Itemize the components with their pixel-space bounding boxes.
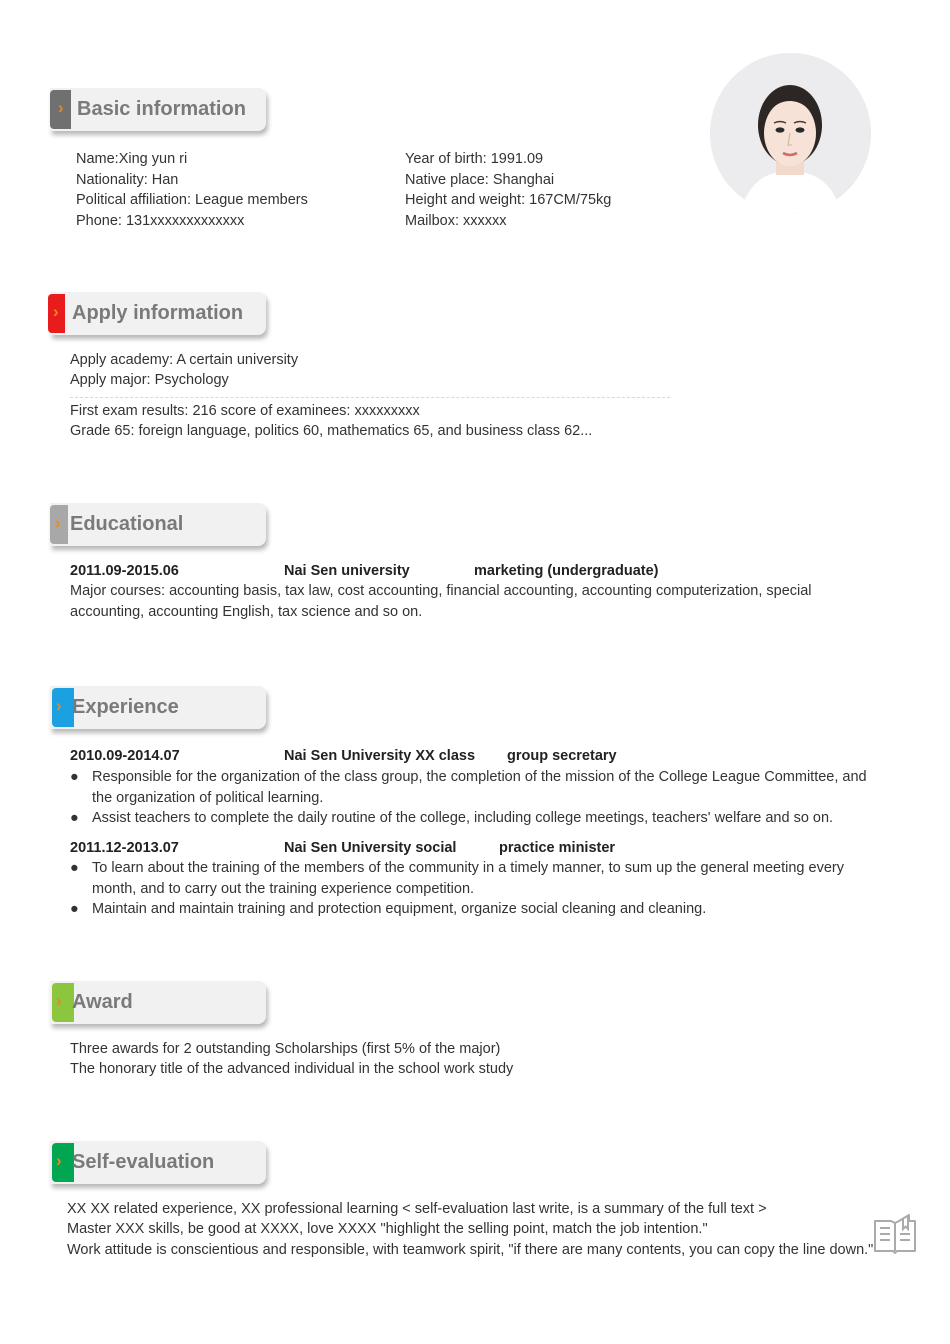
bullet-icon: ● [70,769,79,785]
section-header-experience [50,686,266,729]
basic-native: Native place: Shanghai [405,172,555,188]
section-header-education [50,503,266,546]
basic-political: Political affiliation: League members [76,192,308,208]
arrow-icon: › [58,98,64,117]
book-icon [873,1213,917,1255]
education-courses: Major courses: accounting basis, tax law, cost accounting, financial accounting, accounting computerization, special accounting, accounting English, tax science and so on. [70,583,812,620]
apply-academy: Apply academy: A certain university [70,352,299,368]
section-header-apply [50,292,266,335]
basic-nationality: Nationality: Han [76,172,179,188]
arrow-icon: › [56,696,62,715]
bullet-text: Maintain and maintain training and protection equipment, organize social cleaning and cleaning. [92,901,707,917]
section-title: Basic information [77,98,246,120]
self-evaluation-line: Master XXX skills, be good at XXXX, love XXXX "highlight the selling point, match the job intention." [67,1221,708,1237]
section-title: Award [72,991,133,1013]
bullet-text: Responsible for the organization of the class group, the completion of the mission of the College League Committee, and the organization of political learning. [92,769,867,806]
section-title: Apply information [72,302,244,324]
section-header-basic [50,88,266,131]
experience-role: group secretary [507,748,617,764]
basic-mailbox: Mailbox: xxxxxx [405,213,507,229]
experience-date: 2011.12-2013.07 [70,840,179,856]
self-evaluation-line: XX XX related experience, XX professional learning < self-evaluation last write, is a summary of the full text > [67,1201,767,1217]
education-major: marketing (undergraduate) [474,563,659,579]
arrow-icon: › [53,302,59,321]
apply-exam-results: First exam results: 216 score of examinees: xxxxxxxxx [70,403,420,419]
education-school: Nai Sen university [284,563,410,579]
portrait-icon [710,53,871,214]
award-line: The honorary title of the advanced individual in the school work study [70,1061,514,1077]
experience-org: Nai Sen University social [284,840,457,856]
apply-major: Apply major: Psychology [70,372,229,388]
profile-photo [710,53,871,214]
arrow-icon: › [56,1151,62,1170]
experience-date: 2010.09-2014.07 [70,748,180,764]
basic-name: Name:Xing yun ri [76,151,188,167]
section-title: Self-evaluation [72,1151,215,1173]
basic-phone: Phone: 131xxxxxxxxxxxxx [76,213,245,229]
education-date: 2011.09-2015.06 [70,563,179,579]
bullet-text: Assist teachers to complete the daily routine of the college, including college meetings, teachers' welfare and so on. [92,810,834,826]
section-title: Educational [70,513,184,535]
divider [70,397,670,398]
experience-role: practice minister [499,840,616,856]
arrow-icon: › [55,513,61,532]
basic-height: Height and weight: 167CM/75kg [405,192,612,208]
bullet-icon: ● [70,860,79,876]
award-line: Three awards for 2 outstanding Scholarships (first 5% of the major) [70,1041,501,1057]
arrow-icon: › [56,991,62,1010]
section-header-self-evaluation [50,1141,266,1184]
self-evaluation-line: Work attitude is conscientious and responsible, with teamwork spirit, "if there are many contents, you can copy the line down." [67,1242,874,1258]
experience-org: Nai Sen University XX class [284,748,476,764]
bullet-icon: ● [70,810,79,826]
bullet-icon: ● [70,901,79,917]
apply-grades: Grade 65: foreign language, politics 60, mathematics 65, and business class 62... [70,423,593,439]
bullet-text: To learn about the training of the members of the community in a timely manner, to sum up the general meeting every month, and to carry out the training experience competition. [92,860,844,897]
basic-birth: Year of birth: 1991.09 [405,151,544,167]
section-header-award [50,981,266,1024]
section-title: Experience [72,696,179,718]
